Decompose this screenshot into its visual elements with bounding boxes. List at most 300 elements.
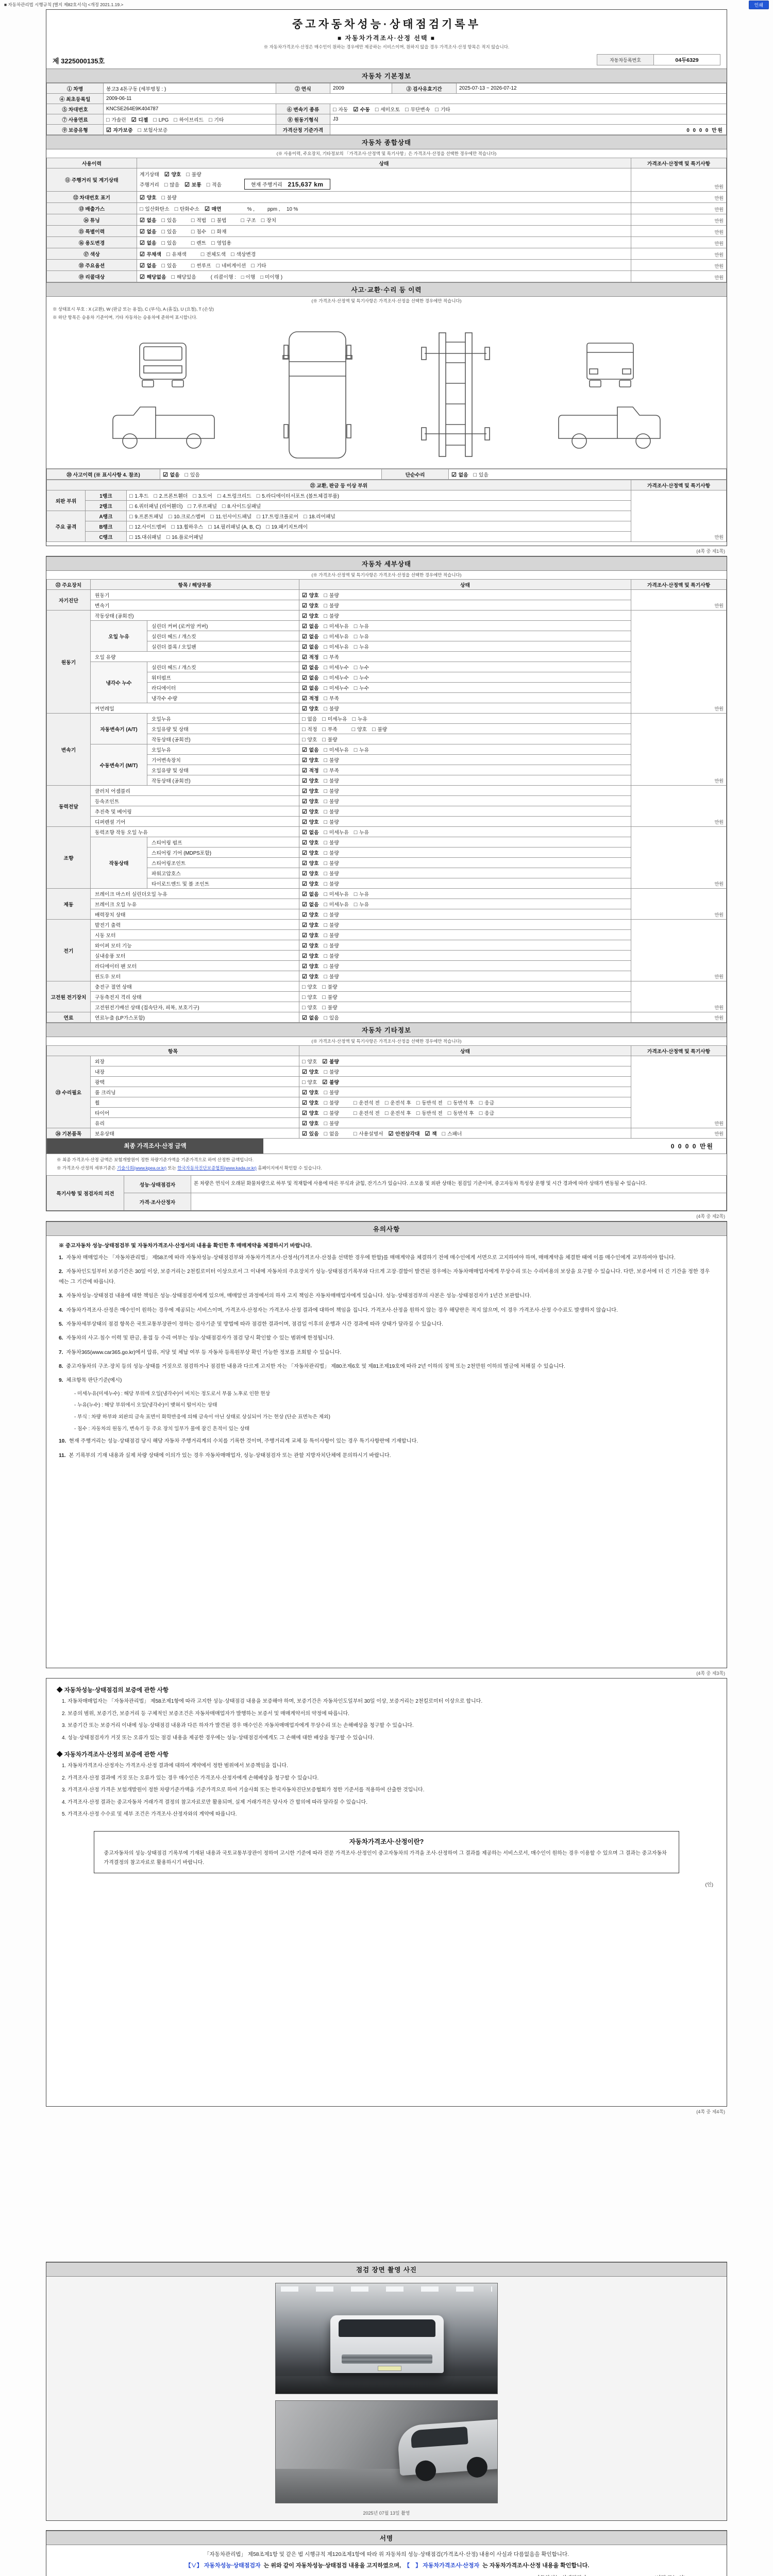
checkbox-option[interactable]: ☑ 양호 [302, 973, 319, 980]
checkbox-option[interactable]: □ 사용설명서 [353, 1130, 383, 1137]
checkbox-option[interactable]: ☑ 양호 [302, 613, 319, 619]
link-kpea[interactable]: 기술사회(www.kpea.or.kr) [116, 1165, 167, 1171]
print-button[interactable]: 인쇄 [749, 1, 769, 9]
checkbox-option[interactable]: □ 불량 [324, 850, 339, 856]
checkbox-option[interactable]: □ 누유 [354, 829, 369, 836]
checkbox-option[interactable]: □ 7.루프패널 [188, 503, 217, 510]
checkbox-option[interactable]: □ 불량 [186, 171, 201, 178]
checkbox-option[interactable]: ☑ 양호 [302, 808, 319, 815]
checkbox-option[interactable]: ☑ 적정 [302, 654, 319, 660]
checkbox-option[interactable]: ☑ 없음 [302, 674, 319, 681]
checkbox-option[interactable]: □ 누수 [354, 685, 369, 691]
checkbox-option[interactable]: □ 장치 [261, 217, 277, 224]
checkbox-option[interactable]: ☑ 없음 [302, 1014, 319, 1021]
checkbox-icon: □ [324, 891, 328, 897]
checkbox-option[interactable]: ☑ 양호 [302, 757, 319, 764]
checkbox-icon: ☑ [140, 262, 145, 269]
list-line: 4. 가격조사·산정 결과는 중고자동차 거래가격 결정의 참고자료로만 활용되며, 실제 거래가격은 당사자 간 합의에 따라 달라질 수 있습니다. [62, 1799, 367, 1805]
checkbox-option[interactable]: □ 18.리어패널 [304, 513, 335, 520]
checkbox-option[interactable]: □ 불량 [322, 1004, 338, 1011]
checkbox-option[interactable]: □ 적음 [206, 181, 222, 188]
checkbox-icon: □ [191, 217, 195, 224]
checkbox-icon: □ [354, 901, 358, 908]
checkbox-option[interactable]: □ 불량 [324, 973, 339, 980]
device-row [47, 1128, 727, 1139]
item-label: 라디에이터 [147, 683, 299, 693]
checkbox-option[interactable]: ☑ 없음 [451, 471, 468, 478]
checkbox-option[interactable]: □ 미세누유 [324, 901, 349, 908]
checkbox-option[interactable]: □ 불량 [161, 194, 177, 201]
checkbox-option[interactable]: □ 2.프론트휀더 [154, 493, 188, 499]
use-history-label: ⑲ 리콜대상 [47, 271, 137, 282]
etc-note: (※ 가격조사·산정액 및 특기사항은 가격조사·산정을 선택한 경우에만 적습니다) [311, 1039, 462, 1044]
checkbox-option[interactable]: □ 있음 [473, 471, 489, 478]
checkbox-option[interactable]: □ 누유 [354, 633, 369, 640]
checkbox-option[interactable]: □ 누유 [354, 747, 369, 753]
checkbox-option[interactable]: □ 불량 [324, 705, 339, 712]
notice-item: 7. 자동차365(www.car365.go.kr)에서 압류, 저당 및 체납 여부 등 자동차 등록원부상 확인 가능한 정보를 조회할 수 있습니다. [59, 1349, 342, 1355]
state-cell [137, 203, 631, 214]
year-value: 2009 [330, 83, 392, 94]
checkbox-icon: ☑ [302, 685, 307, 691]
checkbox-option[interactable]: ☑ 양호 [302, 1099, 319, 1106]
checkbox-option[interactable]: □ 미세누유 [324, 633, 349, 640]
checkbox-option[interactable]: ☑ 매연 [204, 206, 222, 212]
checkbox-option[interactable]: □ 누유 [354, 643, 369, 650]
checkbox-option[interactable]: ☑ 자가보증 [106, 127, 133, 133]
checkbox-option[interactable]: ☑ 디젤 [131, 116, 148, 123]
state-cell [299, 744, 631, 755]
checkbox-option[interactable]: □ 일산화탄소 [140, 206, 170, 212]
checkbox-option[interactable]: □ 부족 [324, 654, 339, 660]
checkbox-option[interactable]: ☑ 양호 [302, 819, 319, 825]
checkbox-option[interactable]: ☑ 양호 [302, 932, 319, 939]
checkbox-option[interactable]: ☑ 양호 [302, 1120, 319, 1127]
checkbox-option[interactable]: □ 불법 [211, 217, 227, 224]
checkbox-icon: □ [324, 839, 328, 846]
checkbox-option[interactable]: □ 색상변경 [231, 251, 256, 258]
subgroup-label: 냉각수 누수 [91, 662, 147, 703]
checkbox-option[interactable]: ☑ 무채색 [140, 251, 161, 258]
checkbox-option[interactable]: □ 누유 [354, 891, 369, 897]
checkbox-option[interactable]: □ 8.사이드실패널 [222, 503, 261, 510]
photo-truck-grille [342, 2354, 432, 2364]
checkbox-option[interactable]: ☑ 없음 [140, 217, 157, 224]
checkbox-option[interactable]: □ 15.대쉬패널 [129, 534, 161, 540]
checkbox-option[interactable]: □ 누수 [354, 674, 369, 681]
checkbox-option[interactable]: □ 부족 [322, 726, 338, 733]
checkbox-icon: □ [206, 181, 210, 188]
checkbox-option[interactable]: □ 유채색 [166, 251, 187, 258]
checkbox-icon: □ [210, 513, 214, 520]
checkbox-option[interactable]: □ LPG [153, 116, 169, 123]
checkbox-icon: □ [324, 592, 328, 599]
checkbox-option[interactable]: ☑ 양호 [302, 839, 319, 846]
state-cell [299, 909, 631, 920]
device-row [47, 744, 727, 755]
checkbox-icon: ☑ [106, 127, 111, 133]
item-label: 오일누유 [147, 744, 299, 755]
item-label: 브레이크 오일 누유 [91, 899, 299, 909]
checkbox-option[interactable]: □ 불량 [324, 839, 339, 846]
checkbox-option[interactable]: □ 불량 [324, 788, 339, 794]
checkbox-option[interactable]: ☑ 적정 [302, 695, 319, 702]
checkbox-option[interactable]: □ 적법 [191, 217, 207, 224]
checkbox-option[interactable]: □ 19.패키지트레이 [266, 523, 308, 530]
checkbox-option[interactable]: □ 13.휠하우스 [171, 523, 204, 530]
checkbox-icon: □ [191, 228, 195, 235]
checkbox-icon: ☑ [302, 922, 307, 928]
checkbox-option[interactable]: □ 부족 [324, 767, 339, 774]
checkbox-option[interactable]: ☑ 없음 [302, 685, 319, 691]
checkbox-option[interactable]: ☑ 양호 [302, 850, 319, 856]
rank-label: C랭크 [86, 532, 127, 542]
checkbox-option[interactable]: ☑ 양호 [302, 1110, 319, 1116]
checkbox-option[interactable]: ☑ 양호 [164, 171, 181, 178]
checkbox-option[interactable]: □ 응급 [479, 1099, 495, 1106]
table-row [47, 83, 727, 94]
col-etc-item: 항목 [47, 1046, 299, 1056]
checkbox-option[interactable]: ☑ 양호 [302, 963, 319, 970]
checkbox-option[interactable]: □ 세미오토 [375, 106, 400, 113]
checkbox-option[interactable]: □ 불량 [324, 870, 339, 877]
rank-label: 1랭크 [86, 490, 127, 501]
state-cell [299, 724, 631, 734]
checkbox-option[interactable]: ☑ 양호 [302, 788, 319, 794]
checkbox-option[interactable]: □ 12.사이드멤버 [129, 523, 166, 530]
checkbox-option[interactable]: □ 양호 [302, 1058, 317, 1065]
checkbox-option[interactable]: □ 많음 [164, 181, 180, 188]
device-group-label: ㉓ 수리필요 [47, 1056, 91, 1128]
final-note-2-mid: 또는 [166, 1165, 178, 1171]
checkbox-option[interactable]: ☑ 양호 [302, 922, 319, 928]
state-line-label: 계기상태 [140, 172, 159, 178]
checkbox-option[interactable]: □ 있음 [161, 228, 177, 235]
checkbox-option[interactable]: □ 불량 [324, 880, 339, 887]
checkbox-option[interactable]: □ 미세누유 [324, 891, 349, 897]
checkbox-option[interactable]: ☑ 양호 [302, 911, 319, 918]
price-cell: 만원 [631, 786, 727, 827]
checkbox-option[interactable]: ☑ 양호 [302, 870, 319, 877]
checkbox-option[interactable]: ☑ 안전삼각대 [388, 1130, 420, 1137]
checkbox-option[interactable]: □ 양호 [302, 1004, 317, 1011]
checkbox-option[interactable]: □ 영업용 [211, 240, 231, 246]
checkbox-option[interactable]: □ 불량 [324, 1110, 339, 1116]
checkbox-option[interactable]: ☑ 없음 [302, 829, 319, 836]
checkbox-option[interactable]: □ 불량 [324, 922, 339, 928]
checkbox-option[interactable]: □ 5.라디에이터서포트 (볼트체결부품) [256, 493, 340, 499]
link-kada[interactable]: 한국자동차진단보증협회(www.kada.or.kr) [177, 1165, 257, 1171]
checkbox-icon: □ [129, 503, 133, 510]
checkbox-option[interactable]: □ 무단변속 [405, 106, 430, 113]
notice-subitem: - 미세누유(미세누수) : 해당 부위에 오일(냉각수)이 비치는 정도로서 부품 노후로 인한 현상 [74, 1391, 271, 1397]
checkbox-option[interactable]: □ 불량 [324, 942, 339, 949]
checkbox-option[interactable]: ☑ 없음 [163, 471, 180, 478]
section-basic-title: 자동차 기본정보 [46, 69, 727, 83]
checkbox-option[interactable]: □ 미세누수 [324, 685, 349, 691]
checkbox-option[interactable]: □ 구조 [241, 217, 256, 224]
checkbox-option[interactable]: □ 양호 [351, 726, 367, 733]
checkbox-option[interactable]: □ 동반석 전 [416, 1110, 443, 1116]
checkbox-icon: □ [216, 262, 220, 269]
state-cell [299, 641, 631, 652]
table-row [47, 114, 727, 125]
col-state: 상태 [137, 158, 631, 168]
checkbox-option[interactable]: □ 자동 [333, 106, 348, 113]
checkbox-option[interactable]: ☑ 없음 [302, 633, 319, 640]
checkbox-option[interactable]: □ 적정 [302, 726, 317, 733]
accident-history-table [46, 469, 727, 480]
checkbox-option[interactable]: □ 있음 [324, 1014, 339, 1021]
checkbox-option[interactable]: □ 부족 [324, 695, 339, 702]
checkbox-option[interactable]: □ 동반석 후 [447, 1099, 474, 1106]
checkbox-option[interactable]: ☑ 보통 [184, 181, 201, 188]
checkbox-option[interactable]: ☑ 양호 [302, 592, 319, 599]
state-cell [299, 837, 631, 848]
checkbox-icon: □ [302, 984, 306, 990]
checkbox-option[interactable]: □ 스패너 [442, 1130, 462, 1137]
checkbox-option[interactable]: □ 불량 [324, 963, 339, 970]
checkbox-option[interactable]: □ 불량 [324, 757, 339, 764]
state-cell [299, 786, 631, 796]
checkbox-option[interactable]: □ 미세누유 [322, 716, 347, 722]
checkbox-option[interactable]: ☑ 불량 [322, 1058, 339, 1065]
checkbox-option[interactable]: □ 11.인사이드패널 [210, 513, 252, 520]
checkbox-option[interactable]: □ 있음 [161, 262, 177, 269]
checkbox-option[interactable]: ☑ 양호 [302, 880, 319, 887]
checkbox-option[interactable]: □ 불량 [324, 1089, 339, 1096]
checkbox-option[interactable]: ☑ 있음 [302, 1130, 319, 1137]
checkbox-option[interactable]: □ 있음 [184, 471, 200, 478]
checkbox-option[interactable]: □ 운전석 후 [384, 1099, 411, 1106]
checkbox-option[interactable]: □ 16.플로어패널 [166, 534, 204, 540]
checkbox-option[interactable]: ☑ 양호 [302, 602, 319, 609]
checkbox-option[interactable]: □ 있음 [161, 240, 177, 246]
checkbox-option[interactable]: □ 불량 [324, 808, 339, 815]
checkbox-option[interactable]: □ 네비게이션 [216, 262, 246, 269]
checkbox-option[interactable]: □ 불량 [324, 860, 339, 867]
checkbox-option[interactable]: ☑ 잭 [425, 1130, 437, 1137]
inspection-label: ③ 검사유효기간 [392, 83, 457, 94]
engine-value: J3 [330, 114, 727, 125]
checkbox-icon: □ [354, 664, 358, 671]
checkbox-option[interactable]: □ 하이브리드 [174, 116, 204, 123]
checkbox-option[interactable]: ☑ 없음 [140, 262, 157, 269]
checkbox-option[interactable]: □ 미세누유 [324, 829, 349, 836]
rank-parts-cell [127, 511, 631, 521]
checkbox-option[interactable]: □ 기타 [435, 106, 450, 113]
checkbox-option[interactable]: □ 불량 [322, 994, 338, 1001]
item-label: 배력장치 상태 [91, 909, 299, 920]
checkbox-icon: □ [416, 1110, 420, 1116]
checkbox-icon: ☑ [388, 1130, 394, 1137]
checkbox-option[interactable]: □ 보험사보증 [138, 127, 168, 133]
checkbox-option[interactable]: □ 불량 [324, 1120, 339, 1127]
item-label: 타이로드엔드 및 볼 조인트 [147, 878, 299, 889]
checkbox-option[interactable]: □ 화재 [211, 228, 227, 235]
checkbox-option[interactable]: □ 응급 [479, 1110, 495, 1116]
checkbox-option[interactable]: ☑ 양호 [302, 953, 319, 959]
opinion-table [46, 1175, 727, 1211]
checkbox-option[interactable]: ☑ 없음 [140, 228, 157, 235]
checkbox-option[interactable]: □ 가솔린 [106, 116, 126, 123]
checkbox-option[interactable]: □ 6.쿼터패널 (리어휀더) [129, 503, 183, 510]
checkbox-icon: □ [161, 217, 165, 224]
checkbox-option[interactable]: ☑ 해당없음 [140, 274, 166, 280]
checkbox-option[interactable]: □ 누유 [354, 901, 369, 908]
checkbox-option[interactable]: ☑ 없음 [302, 643, 319, 650]
checkbox-option[interactable]: □ 기타 [209, 116, 224, 123]
checkbox-option[interactable]: ☑ 양호 [302, 942, 319, 949]
checkbox-option[interactable]: □ 양호 [302, 1079, 317, 1086]
checkbox-option[interactable]: □ 3.도어 [193, 493, 212, 499]
checkbox-option[interactable]: □ 1.후드 [129, 493, 149, 499]
checkbox-option[interactable]: □ 불량 [324, 819, 339, 825]
checkbox-option[interactable]: □ 미세누유 [324, 623, 349, 630]
checkbox-option[interactable]: □ 운전석 후 [384, 1110, 411, 1116]
checkbox-option[interactable]: ☑ 양호 [140, 194, 157, 201]
checkbox-option[interactable]: ☑ 없음 [302, 747, 319, 753]
checkbox-option[interactable]: □ 불량 [324, 1099, 339, 1106]
checkbox-option[interactable]: □ 누유 [354, 623, 369, 630]
checkbox-icon: ☑ [140, 217, 145, 224]
checkbox-option[interactable]: □ 불량 [324, 1069, 339, 1075]
regno-value: 04두6329 [654, 55, 720, 65]
device-row [47, 662, 727, 672]
device-row [47, 796, 727, 806]
checkbox-icon: ☑ [302, 870, 307, 877]
checkbox-option[interactable]: ☑ 불량 [322, 1079, 339, 1086]
checkbox-icon: ☑ [302, 1120, 307, 1127]
checkbox-option[interactable]: ☑ 없음 [302, 623, 319, 630]
checkbox-option[interactable]: □ 불량 [324, 613, 339, 619]
notice-item: 11. 본 기록부의 기재 내용과 실제 차량 상태에 이의가 있는 경우 자동차매매업자, 성능·상태점검자 또는 관할 지방자치단체에 문의하시기 바랍니다. [59, 1452, 391, 1459]
state-cell [299, 827, 631, 837]
checkbox-option[interactable]: □ 불량 [322, 736, 338, 743]
checkbox-icon: □ [164, 181, 168, 188]
checkbox-option[interactable]: ☑ 적정 [302, 767, 319, 774]
inspection-photo-1 [275, 2283, 498, 2394]
warranty-type-options [104, 125, 276, 135]
price-cell: 만원 [631, 260, 727, 271]
checkbox-option[interactable]: □ 탄화수소 [174, 206, 199, 212]
checkbox-option[interactable]: □ 없음 [302, 716, 317, 722]
checkbox-option[interactable]: □ 4.트렁크리드 [217, 493, 251, 499]
checkbox-option[interactable]: □ 양호 [302, 994, 317, 1001]
checkbox-option[interactable]: ☑ 양호 [302, 1069, 319, 1075]
checkbox-option[interactable]: □ 불량 [324, 592, 339, 599]
checkbox-option[interactable]: □ 누수 [354, 664, 369, 671]
checkbox-icon: □ [324, 973, 328, 980]
checkbox-icon: ☑ [302, 633, 307, 640]
checkbox-option[interactable]: □ 9.프론트패널 [129, 513, 163, 520]
state-cell [299, 683, 631, 693]
checkbox-option[interactable]: □ 불량 [324, 602, 339, 609]
checkbox-option[interactable]: □ 불량 [372, 726, 388, 733]
checkbox-option[interactable]: □ 불량 [324, 777, 339, 784]
notice-item: 8. 중고자동차의 구조·장치 등의 성능·상태를 거짓으로 점검하거나 점검한 내용과 다르게 고지한 자는 「자동차관리법」 제80조제6호 및 제81조제19호에 따라 2년 이하의 징역 또는 2천만원 이하의 벌금에 처해질 수 있습니다. [59, 1364, 565, 1369]
price-cell: 만원 [631, 271, 727, 282]
rank-parts-cell [127, 490, 631, 501]
price-cell: 만원 [631, 1012, 727, 1023]
checkbox-option[interactable]: □ 미세누수 [324, 674, 349, 681]
checkbox-icon: □ [479, 1110, 483, 1116]
checkbox-option[interactable]: □ 14.필러패널 (A, B, C) [208, 523, 261, 530]
checkbox-option[interactable]: □ 해당있음 [171, 274, 196, 280]
checkbox-icon: □ [191, 262, 195, 269]
checkbox-option[interactable]: □ 미세누유 [324, 643, 349, 650]
checkbox-option[interactable]: □ 17.트렁크플로어 [257, 513, 299, 520]
checkbox-option[interactable]: □ 양호 [302, 984, 317, 990]
table-row [47, 104, 727, 114]
checkbox-option[interactable]: □ 미세누유 [324, 747, 349, 753]
checkbox-option[interactable]: □ 미세누수 [324, 664, 349, 671]
checkbox-option[interactable]: ☑ 수동 [353, 106, 370, 113]
checkbox-option[interactable]: □ 불량 [324, 911, 339, 918]
checkbox-option[interactable]: □ 동반석 전 [416, 1099, 443, 1106]
checkbox-icon: □ [129, 523, 133, 530]
checkbox-icon: ☑ [164, 171, 170, 178]
checkbox-option[interactable]: □ 불량 [324, 932, 339, 939]
checkbox-option[interactable]: □ 불량 [322, 984, 338, 990]
checkbox-option[interactable]: □ 있음 [161, 217, 177, 224]
checkbox-icon: □ [324, 798, 328, 805]
panel-signature [46, 2530, 727, 2576]
checkbox-option[interactable]: □ 동반석 후 [447, 1110, 474, 1116]
notice-subitem: - 부식 : 차량 하부와 외판의 금속 표면이 화학반응에 의해 금속이 아닌 상태로 상실되어 가는 현상 (단순 표면녹은 제외) [74, 1414, 330, 1420]
checkbox-option[interactable]: ☑ 없음 [140, 240, 157, 246]
checkbox-option[interactable]: ☑ 양호 [302, 860, 319, 867]
checkbox-option[interactable]: □ 썬루프 [191, 262, 211, 269]
checkbox-option[interactable]: □ 누유 [352, 716, 367, 722]
use-history-label: ⑰ 색상 [47, 248, 137, 260]
checkbox-option[interactable]: □ 양호 [302, 736, 317, 743]
notice-item: 9. 체크항목 판단기준(예시) [59, 1378, 122, 1384]
checkbox-icon: □ [354, 829, 358, 836]
checkbox-option[interactable]: □ 운전석 전 [353, 1110, 380, 1116]
rank-parts-cell [127, 501, 631, 511]
checkbox-option[interactable]: □ 렌트 [191, 240, 207, 246]
checkbox-option[interactable]: ☑ 없음 [302, 664, 319, 671]
checkbox-icon: □ [416, 1099, 420, 1106]
state-cell [299, 775, 631, 786]
checkbox-option[interactable]: □ 전체도색 [200, 251, 226, 258]
checkbox-option[interactable]: □ 운전석 전 [353, 1099, 380, 1106]
checkbox-option[interactable]: ☑ 양호 [302, 777, 319, 784]
checkbox-option[interactable]: □ 기타 [251, 262, 266, 269]
appraiser-checkbox[interactable]: 【 】 자동차가격조사·산정자 [404, 2563, 480, 2569]
table-header-row [47, 580, 727, 590]
checkbox-option[interactable]: ☑ 양호 [302, 798, 319, 805]
checkbox-option[interactable]: □ 불량 [324, 953, 339, 959]
checkbox-icon: □ [256, 493, 260, 499]
checkbox-icon: □ [324, 788, 328, 794]
checkbox-option[interactable]: ☑ 없음 [302, 891, 319, 897]
checkbox-option[interactable]: ☑ 양호 [302, 1089, 319, 1096]
checkbox-option[interactable]: □ 없음 [324, 1130, 339, 1137]
checkbox-option[interactable]: □ 침수 [191, 228, 207, 235]
checkbox-option[interactable]: ☑ 양호 [302, 705, 319, 712]
opinion-appraiser-label: 가격·조사산정자 [124, 1193, 191, 1211]
checkbox-option[interactable]: □ 10.크로스멤버 [168, 513, 206, 520]
checkbox-option[interactable]: □ 불량 [324, 798, 339, 805]
device-row [47, 889, 727, 899]
item-label: 룸 크리닝 [91, 1087, 299, 1097]
document-title: 중고자동차성능·상태점검기록부 [292, 19, 481, 30]
checkbox-option[interactable]: ☑ 없음 [302, 901, 319, 908]
inspector-checkbox[interactable]: 【∨】 자동차성능·상태점검자 [185, 2563, 261, 2569]
device-row [47, 734, 727, 744]
